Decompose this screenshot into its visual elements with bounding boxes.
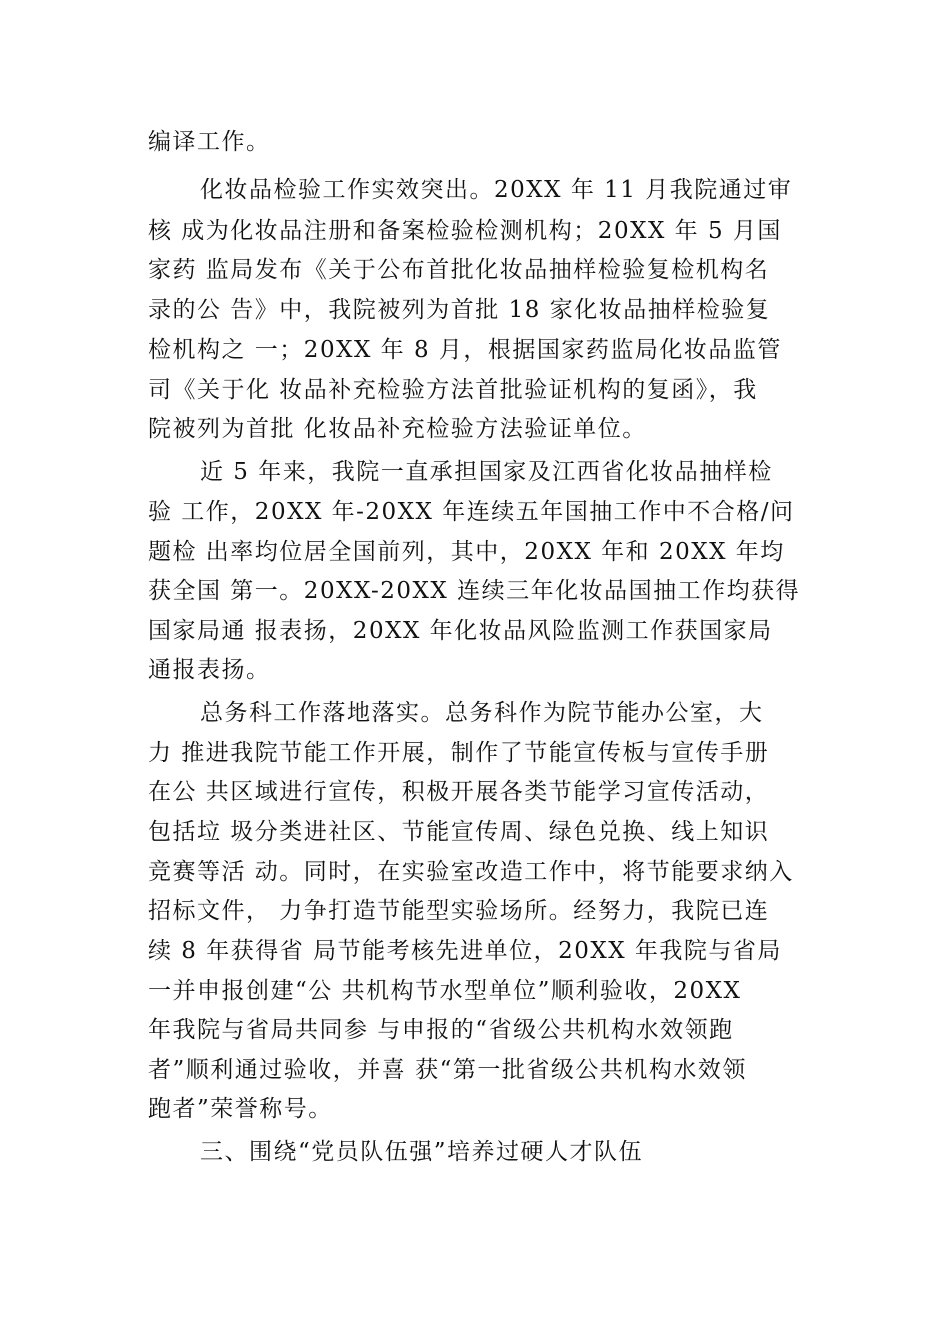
text-line: 续 8 年获得省 局节能考核先进单位，20XX 年我院与省局: [148, 938, 782, 964]
text-line: 在公 共区域进行宣传，积极开展各类节能学习宣传活动，: [148, 779, 770, 805]
text-line: 司《关于化 妆品补充检验方法首批验证机构的复函》，我: [148, 377, 758, 403]
text-line: 国家局通 报表扬，20XX 年化妆品风险监测工作获国家局: [148, 618, 773, 644]
text-line: 录的公 告》中，我院被列为首批 18 家化妆品抽样检验复: [148, 297, 771, 323]
text-line: 编译工作。: [148, 129, 271, 155]
text-line: 跑者”荣誉称号。: [148, 1096, 333, 1122]
text-line: 力 推进我院节能工作开展，制作了节能宣传板与宣传手册: [148, 740, 770, 766]
text-line: 者”顺利通过验收，并喜 获“第一批省级公共机构水效领: [148, 1057, 747, 1083]
text-line: 核 成为化妆品注册和备案检验检测机构；20XX 年 5 月国: [148, 218, 782, 244]
text-line: 一并申报创建“公 共机构节水型单位”顺利验收，20XX: [148, 978, 742, 1004]
text-line: 检机构之 一；20XX 年 8 月，根据国家药监局化妆品监管: [148, 337, 782, 363]
text-line: 包括垃 圾分类进社区、节能宣传周、绿色兑换、线上知识: [148, 819, 770, 845]
text-line: 题检 出率均位居全国前列，其中，20XX 年和 20XX 年均: [148, 539, 785, 565]
paragraph-sampling-start: 近 5 年来，我院一直承担国家及江西省化妆品抽样检: [200, 459, 773, 485]
text-line: 年我院与省局共同参 与申报的“省级公共机构水效领跑: [148, 1017, 734, 1043]
text-line: 通报表扬。: [148, 657, 271, 683]
text-line: 院被列为首批 化妆品补充检验方法验证单位。: [148, 416, 647, 442]
paragraph-cosmetics-start: 化妆品检验工作实效突出。20XX 年 11 月我院通过审: [200, 177, 793, 203]
section-heading: 三、围绕“党员队伍强”培养过硬人才队伍: [200, 1139, 644, 1165]
paragraph-general-affairs-start: 总务科工作落地落实。总务科作为院节能办公室，大: [200, 700, 764, 726]
text-line: 获全国 第一。20XX-20XX 连续三年化妆品国抽工作均获得: [148, 578, 801, 604]
text-line: 验 工作，20XX 年-20XX 年连续五年国抽工作中不合格/问: [148, 499, 795, 525]
text-line: 家药 监局发布《关于公布首批化妆品抽样检验复检机构名: [148, 257, 770, 283]
text-line: 竞赛等活 动。同时，在实验室改造工作中，将节能要求纳入: [148, 859, 794, 885]
text-line: 招标文件， 力争打造节能型实验场所。经努力，我院已连: [148, 898, 770, 924]
